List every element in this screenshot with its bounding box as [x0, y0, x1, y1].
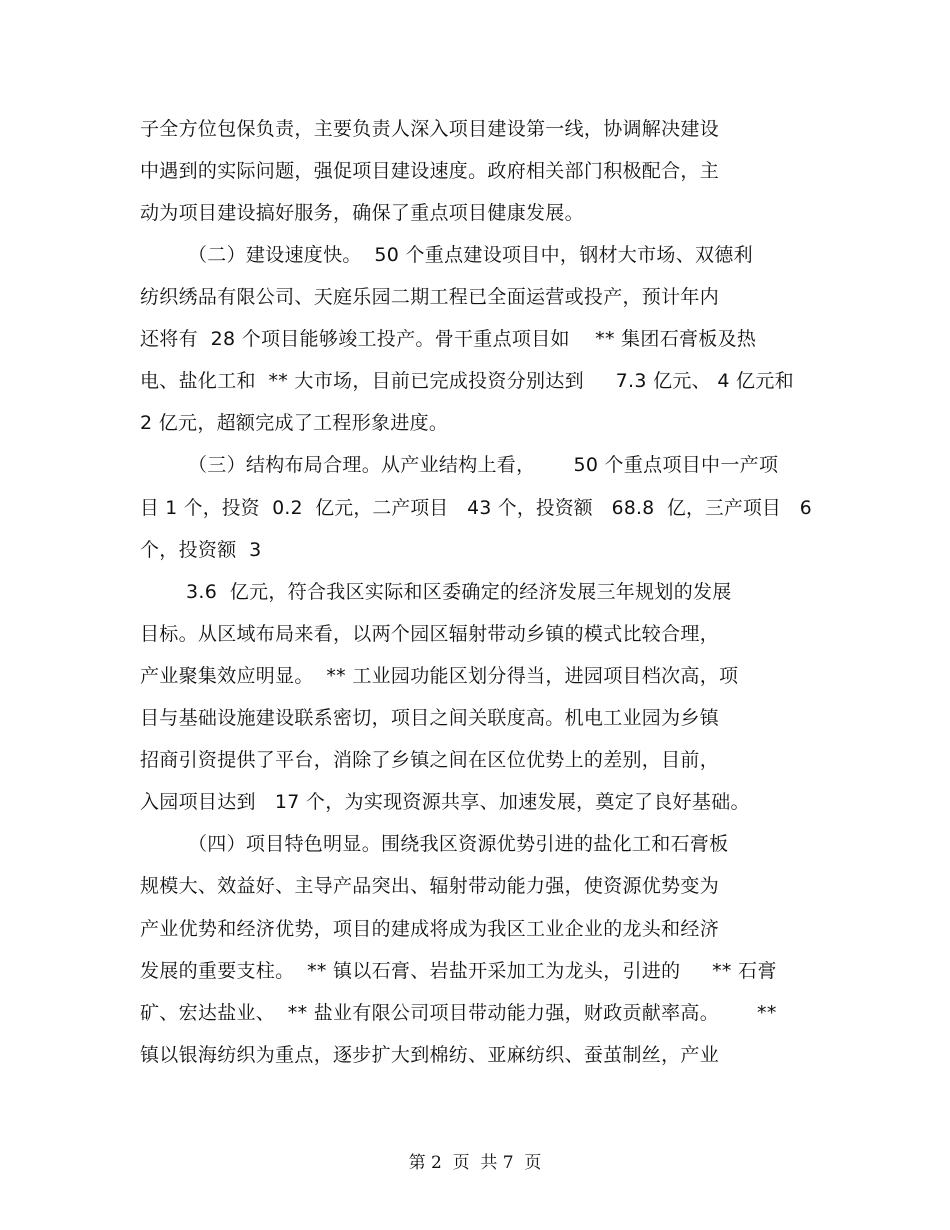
text-line: 3.6 亿元，符合我区实际和区委确定的经济发展三年规划的发展 [186, 581, 732, 603]
text-line: 2 亿元，超额完成了工程形象进度。 [140, 412, 449, 434]
text-line: 还将有 28 个项目能够竣工投产。骨干重点项目如 ** 集团石膏板及热 [140, 328, 757, 350]
text-line: 电、盐化工和 ** 大市场，目前已完成投资分别达到 7.3 亿元、 4 亿元和 [140, 370, 794, 392]
text-line: 目 1 个，投资 0.2 亿元，二产项目 43 个，投资额 68.8 亿，三产项目 6 [140, 497, 812, 519]
text-line: 目与基础设施建设联系密切，项目之间关联度高。机电工业园为乡镇 [140, 707, 720, 729]
text-line: 子全方位包保负责，主要负责人深入项目建设第一线，协调解决建设 [140, 118, 720, 140]
text-line: 规模大、效益好、主导产品突出、辐射带动能力强，使资源优势变为 [140, 875, 720, 897]
text-line: 矿、宏达盐业、 ** 盐业有限公司项目带动能力强，财政贡献率高。 ** [140, 1002, 777, 1024]
text-line: 招商引资提供了平台，消除了乡镇之间在区位优势上的差别，目前， [140, 749, 720, 771]
text-line: 纺织绣品有限公司、天庭乐园二期工程已全面运营或投产，预计年内 [140, 286, 720, 308]
text-line: 动为项目建设搞好服务，确保了重点项目健康发展。 [140, 202, 584, 224]
text-line: 中遇到的实际问题，强促项目建设速度。政府相关部门积极配合，主 [140, 160, 720, 182]
page-footer: 第 2 页 共 7 页 [408, 1153, 542, 1173]
text-line: 产业聚集效应明显。 ** 工业园功能区划分得当，进园项目档次高，项 [140, 665, 739, 687]
text-line: 个，投资额 3 [140, 539, 262, 561]
text-line: 入园项目达到 17 个，为实现资源共享、加速发展，奠定了良好基础。 [140, 791, 750, 813]
text-line: 产业优势和经济优势，项目的建成将成为我区工业企业的龙头和经济 [140, 918, 720, 940]
text-line: 发展的重要支柱。 ** 镇以石膏、岩盐开采加工为龙头，引进的 ** 石膏 [140, 960, 777, 982]
paragraph-start-line: （二）建设速度快。 50 个重点建设项目中，钢材大市场、双德利 [188, 244, 753, 266]
text-line: 目标。从区域布局来看，以两个园区辐射带动乡镇的模式比较合理， [140, 623, 720, 645]
paragraph-start-line: （四）项目特色明显。围绕我区资源优势引进的盐化工和石膏板 [188, 833, 729, 855]
text-line: 镇以银海纺织为重点，逐步扩大到棉纺、亚麻纺织、蚕茧制丝，产业 [140, 1044, 720, 1066]
paragraph-start-line: （三）结构布局合理。从产业结构上看， 50 个重点项目中一产项 [188, 454, 779, 476]
